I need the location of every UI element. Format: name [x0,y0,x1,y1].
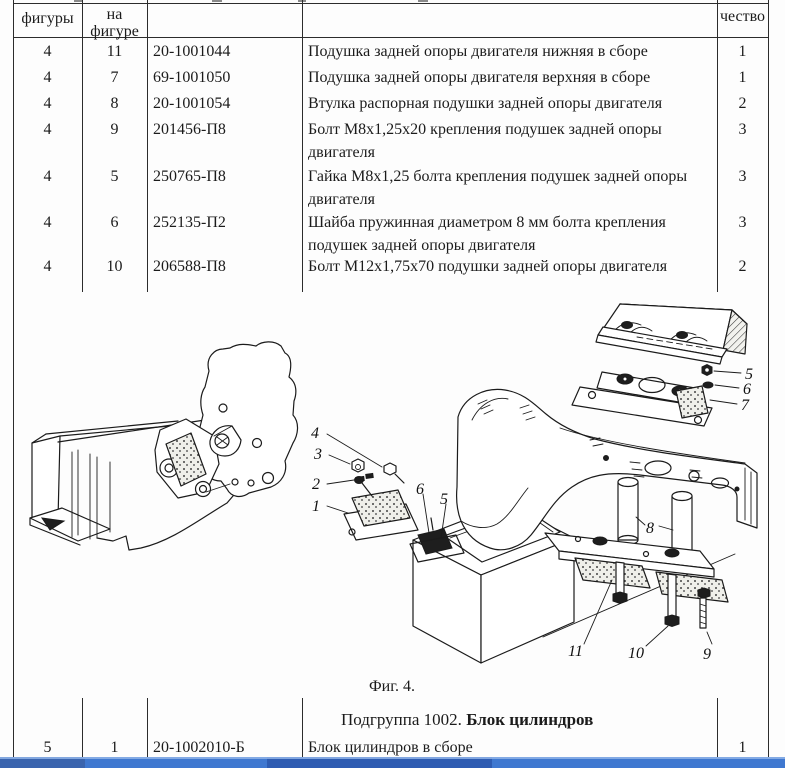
figure-callout: 2 [312,476,320,493]
cell-name: Втулка распорная подушки задней опоры двигателя [308,95,663,112]
figure-callout: 8 [646,520,654,537]
cell-name: Болт М8х1,25х20 крепления подушек задней опоры двигателя [308,121,662,161]
figure-callout: 6 [743,381,751,398]
cell-name: Шайба пружинная диаметром 8 мм болта крепления подушек задней опоры двигателя [308,214,666,254]
subgroup-heading [341,710,593,730]
figure-callout: 7 [741,397,749,414]
table-row [13,66,769,89]
table-row [13,92,769,115]
cell-figure: 5 [43,739,52,756]
horizontal-scrollbar[interactable] [0,757,785,768]
table-row [13,736,769,759]
cell-part-number: 20-1001054 [153,95,231,112]
clipped-text-fragment [212,0,222,2]
cell-name: Гайка М8х1,25 болта крепления подушек задней опоры двигателя [308,168,688,208]
cell-position: 6 [110,214,119,231]
exploded-view-drawing [344,304,757,663]
cell-part-number: 201456-П8 [153,121,226,138]
figure-callout: 6 [416,481,424,498]
subgroup-title: Блок цилиндров [466,710,594,729]
table-row [13,211,769,257]
cell-quantity: 2 [738,95,747,112]
cell-quantity: 1 [738,69,747,86]
cell-position: 8 [110,95,119,112]
figure-caption: Фиг. 4. [369,678,415,695]
cell-position: 5 [110,168,119,185]
clipped-text-fragment [418,0,428,2]
cell-quantity: 3 [738,121,747,138]
cell-figure: 4 [43,168,52,185]
cell-name: Подушка задней опоры двигателя верхняя в сборе [308,69,651,86]
figure-callout: 4 [311,425,319,442]
cell-name: Подушка задней опоры двигателя нижняя в сборе [308,43,648,60]
subgroup-label: Подгруппа 1002. [341,710,462,729]
cell-position: 11 [106,43,123,60]
assembled-mount-drawing [30,342,298,550]
figure-callout: 5 [440,491,448,508]
figure-callout: 3 [314,446,322,463]
table-row [13,40,769,63]
cell-position: 10 [106,258,123,275]
cell-part-number: 250765-П8 [153,168,226,185]
cell-part-number: 20-1001044 [153,43,231,60]
cell-figure: 4 [43,258,52,275]
cell-quantity: 3 [738,168,747,185]
figure-callout: 5 [745,366,753,383]
scrollbar-highlight [0,757,785,759]
cell-part-number: 206588-П8 [153,258,226,275]
figure-callout: 9 [703,646,711,663]
cell-quantity: 2 [738,258,747,275]
figure-callout: 11 [568,643,583,660]
engine-mount-figure [0,292,785,698]
cell-figure: 4 [43,121,52,138]
cell-figure: 4 [43,43,52,60]
cell-figure: 4 [43,95,52,112]
cell-part-number: 69-1001050 [153,69,231,86]
cell-position: 7 [110,69,119,86]
header-quantity: чество [719,8,766,25]
table-row [13,255,769,278]
cell-name: Блок цилиндров в сборе [308,739,473,756]
table-row [13,118,769,164]
table-row [13,165,769,211]
header-on-figure-line2: фигуре [90,23,139,40]
cell-part-number: 20-1002010-Б [153,739,245,756]
figure-callout: 10 [628,645,644,662]
cell-figure: 4 [43,69,52,86]
cell-position: 1 [110,739,119,756]
header-figure-number: фигуры [21,10,74,27]
cell-quantity: 3 [738,214,747,231]
figure-callout: 1 [312,498,320,515]
cell-position: 9 [110,121,119,138]
table-header-top-border [13,3,769,4]
cell-quantity: 1 [738,739,747,756]
header-on-figure-line1: на [106,6,123,23]
cell-quantity: 1 [738,43,747,60]
cell-part-number: 252135-П2 [153,214,226,231]
cell-name: Болт М12х1,75х70 подушки задней опоры двигателя [308,258,668,275]
cell-figure: 4 [43,214,52,231]
